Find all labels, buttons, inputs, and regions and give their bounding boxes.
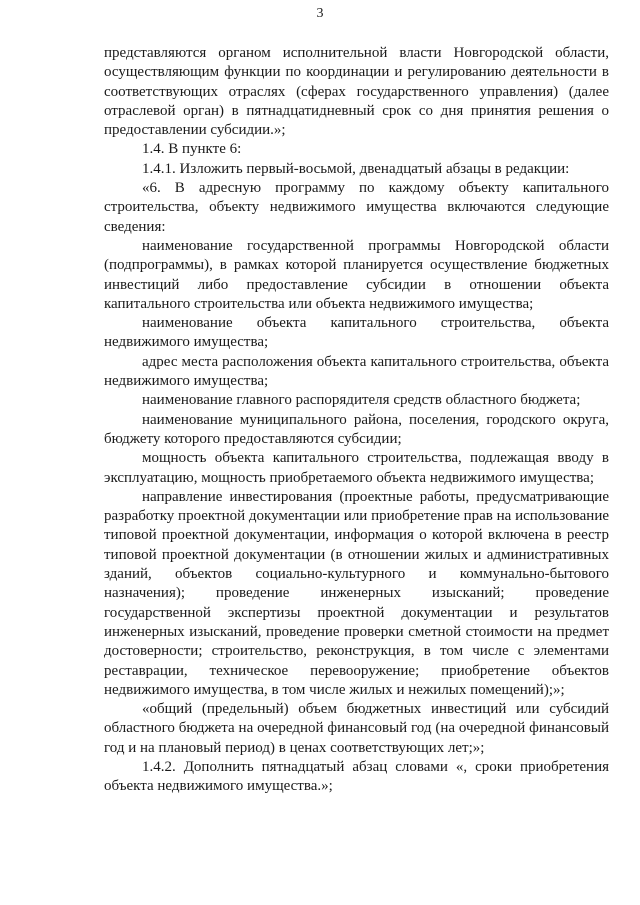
paragraph-program-name: наименование государственной программы Новгородской области (подпрограммы), в рамках которой планируется осуществление бюджетных инвестиций либо предоставление субсидии в отношении объекта капитального строительства или объекта недвижимого имущества; <box>104 237 609 312</box>
paragraph-total-volume: «общий (предельный) объем бюджетных инвестиций или субсидий областного бюджета на очередной финансовый год (на очередной финансовый год и на плановый период) в ценах соответствующих лет;»; <box>104 701 609 756</box>
paragraph-object-address: адрес места расположения объекта капитального строительства, объекта недвижимого имущества; <box>104 353 609 390</box>
paragraph-clause-1-4: 1.4. В пункте 6: <box>142 141 242 158</box>
paragraph-investment-direction: направление инвестирования (проектные работы, предусматривающие разработку проектной документации или приобретение прав на использование типовой проектной документации, информация о которой включена в реестр типовой проектной документации (в отношении жилых и административных зданий, объектов социально-культурного и коммунально-бытового назначения); проведение инженерных изысканий; проведение государственной экспертизы проектной документации и результатов инженерных изысканий, проведение проверки сметной стоимости на предмет достоверности; строительство, реконструкция, в том числе с элементами реставрации, техническое перевооружение; приобретение объектов недвижимого имущества, в том числе жилых и нежилых помещений);»; <box>104 488 609 698</box>
page-number: 3 <box>316 6 324 21</box>
paragraph-capacity: мощность объекта капитального строительства, подлежащая вводу в эксплуатацию, мощность приобретаемого объекта недвижимого имущества; <box>104 450 609 486</box>
paragraph-object-name: наименование объекта капитального строительства, объекта недвижимого имущества; <box>104 315 609 351</box>
paragraph-clause-1-4-2: 1.4.2. Дополнить пятнадцатый абзац словами «, сроки приобретения объекта недвижимого имущества.»; <box>104 758 609 795</box>
paragraph-point-6: «6. В адресную программу по каждому объекту капитального строительства, объекту недвижимого имущества включаются следующие сведения: <box>104 180 609 235</box>
document-body <box>104 44 609 797</box>
paragraph-clause-1-4-1: 1.4.1. Изложить первый-восьмой, двенадцатый абзацы в редакции: <box>142 160 570 177</box>
paragraph-municipality: наименование муниципального района, поселения, городского округа, бюджету которого предоставляются субсидии; <box>104 411 609 447</box>
paragraph-continuation: представляются органом исполнительной власти Новгородской области, осуществляющим функции по координации и регулированию деятельности в соответствующих отраслях (сферах государственного управления) (далее отраслевой орган) в пятнадцатидневный срок со дня принятия решения о предоставлении субсидии.»; <box>104 45 609 139</box>
paragraph-budget-manager: наименование главного распорядителя средств областного бюджета; <box>142 392 581 409</box>
